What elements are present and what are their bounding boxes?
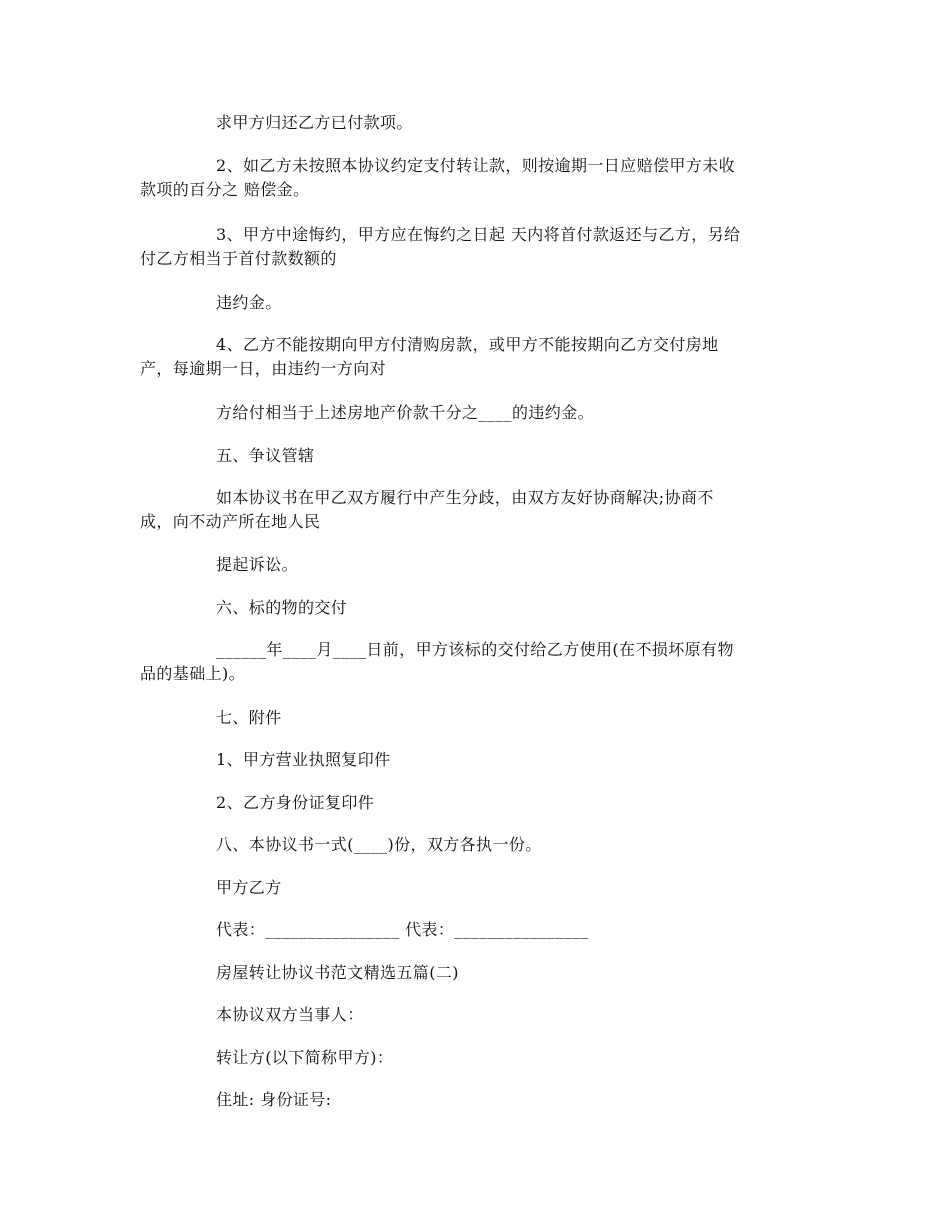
paragraph-penalty-rate [140, 401, 886, 425]
paragraph-transferor [140, 1046, 886, 1070]
paragraph-penalty [140, 291, 886, 315]
text-line: 求甲方归还乙方已付款项。 [216, 113, 413, 132]
text-line: 甲方乙方 [216, 878, 282, 897]
section-heading-copies [140, 833, 886, 857]
paragraph-delivery [140, 638, 810, 686]
text-line: 六、标的物的交付 [216, 598, 348, 617]
text-line: 1、甲方营业执照复印件 [216, 750, 391, 769]
text-line: 提起诉讼。 [216, 555, 299, 574]
section-heading-dispute [140, 444, 886, 468]
party-labels [140, 876, 886, 900]
text-line: 七、附件 [216, 708, 282, 727]
text-line: 2、如乙方未按照本协议约定支付转让款，则按逾期一日应赔偿甲方未收 [216, 156, 735, 175]
document-title-part-2 [140, 961, 886, 985]
text-line: 五、争议管辖 [216, 446, 315, 465]
text-line: 代表：________________ 代表：________________ [216, 920, 589, 939]
attachment-item-1 [140, 748, 886, 772]
text-line: 本协议双方当事人： [216, 1005, 364, 1024]
text-line: 付乙方相当于首付款数额的 [140, 249, 337, 268]
text-line: 款项的百分之 赔偿金。 [140, 180, 310, 199]
paragraph-parties [140, 1003, 886, 1027]
text-line: 住址: 身份证号: [216, 1090, 332, 1109]
text-line: 方给付相当于上述房地产价款千分之____的违约金。 [216, 403, 595, 422]
signature-line [140, 918, 886, 942]
text-line: ______年____月____日前，甲方该标的交付给乙方使用(在不损坏原有物 [216, 640, 734, 659]
text-line: 如本协议书在甲乙双方履行中产生分歧，由双方友好协商解决;协商不 [216, 488, 714, 507]
paragraph-refund [140, 111, 886, 135]
text-line: 成，向不动产所在地人民 [140, 512, 321, 531]
text-line: 品的基础上)。 [140, 664, 246, 683]
text-line: 4、乙方不能按期向甲方付清购房款，或甲方不能按期向乙方交付房地 [216, 335, 719, 354]
text-line: 转让方(以下简称甲方)： [216, 1048, 394, 1067]
paragraph-address-id [140, 1088, 886, 1112]
text-line: 违约金。 [216, 293, 282, 312]
paragraph-lawsuit [140, 553, 886, 577]
text-line: 产，每逾期一日，由违约一方向对 [140, 359, 387, 378]
attachment-item-2 [140, 791, 886, 815]
paragraph-clause-3 [140, 223, 810, 271]
text-line: 3、甲方中途悔约，甲方应在悔约之日起 天内将首付款返还与乙方，另给 [216, 225, 741, 244]
section-heading-attachments [140, 706, 886, 730]
text-line: 八、本协议书一式(____)份，双方各执一份。 [216, 835, 542, 854]
paragraph-clause-4 [140, 333, 810, 381]
text-line: 房屋转让协议书范文精选五篇(二) [216, 963, 459, 982]
paragraph-dispute [140, 486, 810, 534]
text-line: 2、乙方身份证复印件 [216, 793, 375, 812]
paragraph-clause-2 [140, 154, 810, 202]
section-heading-delivery [140, 596, 886, 620]
